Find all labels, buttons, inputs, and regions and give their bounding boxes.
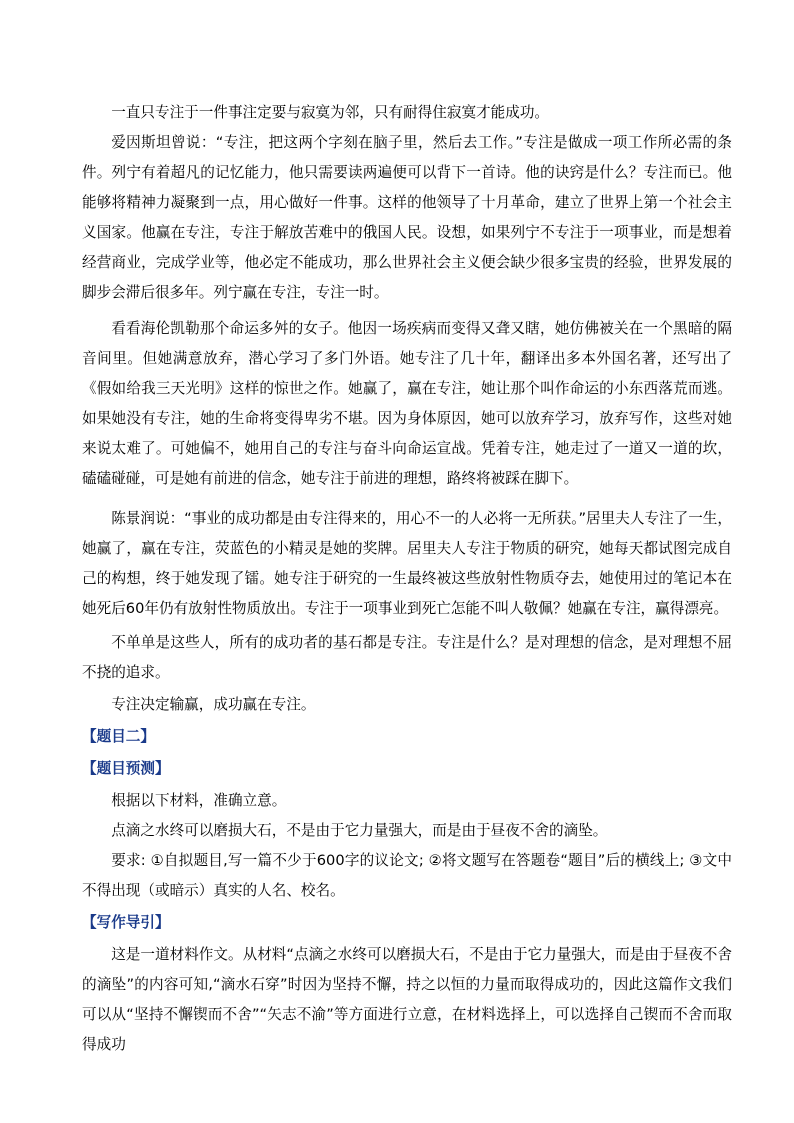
heading-topic-prediction: 【题目预测】: [82, 760, 170, 777]
heading-topic-two: 【题目二】: [82, 728, 155, 745]
paragraph-conclusion: 专注决定输赢，成功赢在专注。: [111, 696, 316, 713]
paragraph-material: 点滴之水终可以磨损大石，不是由于它力量强大，而是由于昼夜不舍的滴坠。: [111, 822, 608, 839]
heading-writing-guide: 【写作导引】: [82, 914, 170, 931]
paragraph-helen-keller: 看看海伦凯勒那个命运多舛的女子。他因一场疾病而变得又聋又瞎，她仿佛被关在一个黑暗的隔音间里。但她满意放弃，潜心学习了多门外语。她专注了几十年，翻译出多本外国名著，还写出了《假如给我三天光明》这样的惊世之作。她赢了，赢在专注，她让那个叫作命运的小东西落荒而逃。如果她没有专注，她的生命将变得卑劣不堪。因为身体原因，她可以放弃学习，放弃写作，这些对她来说太难了。可她偏不，她用自己的专注与奋斗向命运宣战。凭着专注，她走过了一道又一道的坎，磕磕碰碰，可是她有前进的信念，她专注于前进的理想，路终将被踩在脚下。: [82, 320, 732, 487]
paragraph-instruction: 根据以下材料，准确立意。: [111, 792, 287, 809]
paragraph-intro: 一直只专注于一件事注定要与寂寞为邻，只有耐得住寂寞才能成功。: [111, 104, 550, 121]
paragraph-foundation: 不单单是这些人，所有的成功者的基石都是专注。专注是什么？是对理想的信念，是对理想不屈不挠的追求。: [82, 634, 732, 681]
paragraph-curie: 陈景润说：“事业的成功都是由专注得来的，用心不一的人必将一无所获。”居里夫人专注了一生，她赢了，赢在专注，荧蓝色的小精灵是她的奖牌。居里夫人专注于物质的研究，她每天都试图完成自己的构想，终于她发现了镭。她专注于研究的一生最终被这些放射性物质夺去，她使用过的笔记本在她死后60年仍有放射性物质放出。专注于一项事业到死亡怎能不叫人敬佩？她赢在专注，赢得漂亮。: [82, 510, 732, 617]
paragraph-guide: 这是一道材料作文。从材料“点滴之水终可以磨损大石，不是由于它力量强大，而是由于昼夜不舍的滴坠”的内容可知,“滴水石穿”时因为坚持不懈，持之以恒的力量而取得成功的，因此这篇作文我们可以从“坚持不懈锲而不舍”“矢志不渝”等方面进行立意，在材料选择上，可以选择自己锲而不舍而取得成功: [82, 946, 732, 1053]
paragraph-requirements: 要求: ①自拟题目,写一篇不少于600字的议论文; ②将文题写在答题卷“题目”后的横线上; ③文中不得出现（或暗示）真实的人名、校名。: [82, 852, 732, 899]
paragraph-einstein-lenin: 爱因斯坦曾说：“专注，把这两个字刻在脑子里，然后去工作。”专注是做成一项工作所必需的条件。列宁有着超凡的记忆能力，他只需要读两遍便可以背下一首诗。他的诀窍是什么？专注而已。他能够将精神力凝聚到一点，用心做好一件事。这样的他领导了十月革命，建立了世界上第一个社会主义国家。他赢在专注，专注于解放苦难中的俄国人民。设想，如果列宁不专注于一项事业，而是想着经营商业，完成学业等，他必定不能成功，那么世界社会主义便会缺少很多宝贵的经验，世界发展的脚步会滞后很多年。列宁赢在专注，专注一时。: [82, 134, 732, 301]
